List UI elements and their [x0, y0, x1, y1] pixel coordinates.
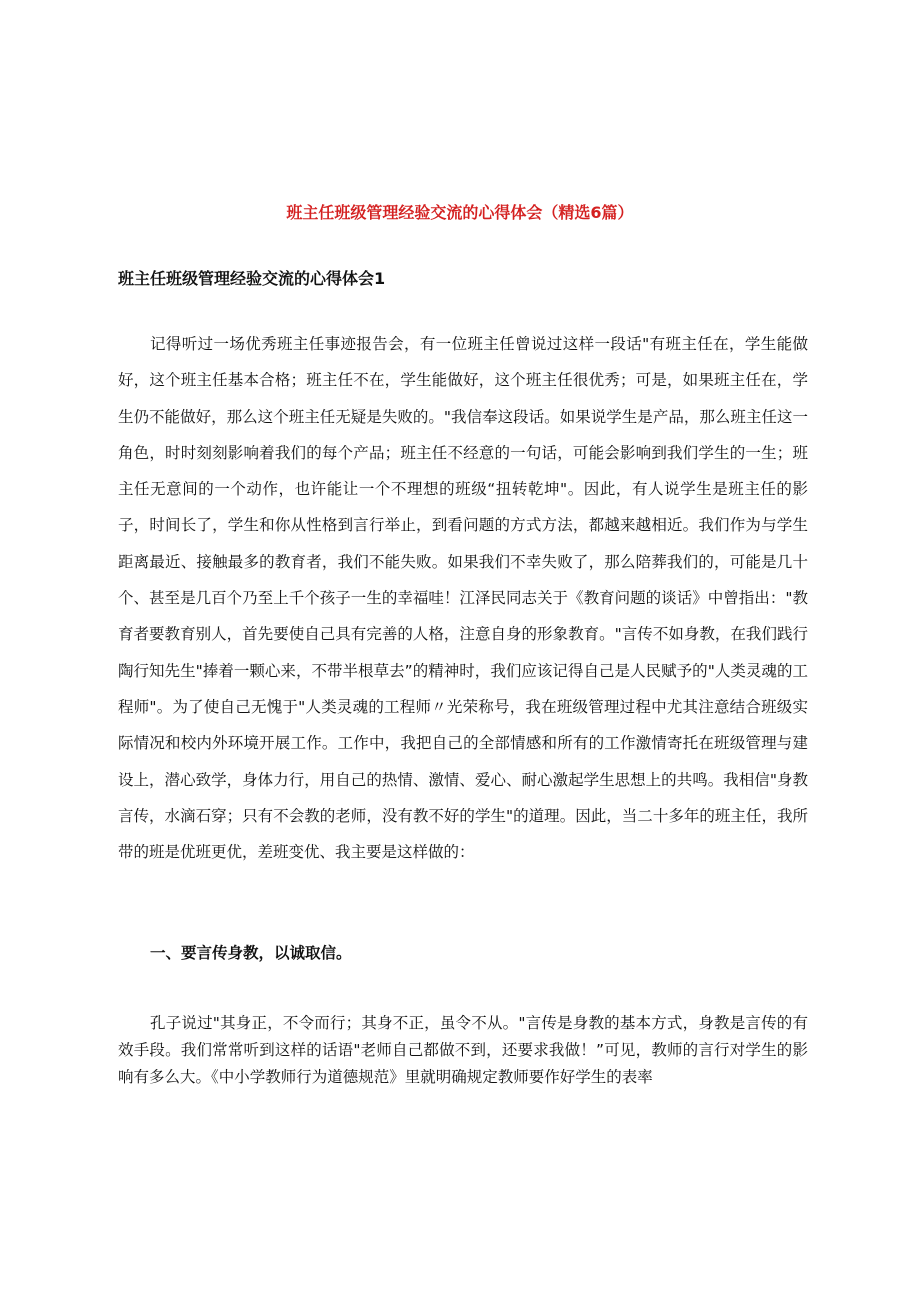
body-paragraph-2: 孔子说过"其身正，不令而行；其身不正，虽令不从。"言传是身教的基本方式，身教是言传的有效手段。我们常常听到这样的话语"老师自己都做不到，还要求我做！”可见，教师的言行对学生的影响有多么大。《中小学教师行为道德规范》里就明确规定教师要作好学生的表率 [118, 1014, 808, 1086]
subheading-1: 一、要言传身教，以诚取信。 [150, 944, 352, 962]
section-heading: 班主任班级管理经验交流的心得体会1 [118, 269, 386, 288]
body-paragraph-1: 记得听过一场优秀班主任事迹报告会，有一位班主任曾说过这样一段话"有班主任在，学生能做好，这个班主任基本合格；班主任不在，学生能做好，这个班主任很优秀；可是，如果班主任在，学生仍不能做好，那么这个班主任无疑是失败的。"我信奉这段话。如果说学生是产品，那么班主任这一角色，时时刻刻影响着我们的每个产品；班主任不经意的一句话，可能会影响到我们学生的一生；班主任无意间的一个动作，也许能让一个不理想的班级“扭转乾坤"。因此，有人说学生是班主任的影子，时间长了，学生和你从性格到言行举止，到看问题的方式方法，都越来越相近。我们作为与学生距离最近、接触最多的教育者，我们不能失败。如果我们不幸失败了，那么陪葬我们的，可能是几十个、甚至是几百个乃至上千个孩子一生的幸福哇！江泽民同志关于《教育问题的谈话》中曾指出："教育者要教育别人，首先要使自己具有完善的人格，注意自身的形象教育。"言传不如身教，在我们践行陶行知先生"捧着一颗心来，不带半根草去”的精神时，我们应该记得自己是人民赋予的"人类灵魂的工程师"。为了使自己无愧于"人类灵魂的工程师〃光荣称号，我在班级管理过程中尤其注意结合班级实际情况和校内外环境开展工作。工作中，我把自己的全部情感和所有的工作激情寄托在班级管理与建设上，潜心致学，身体力行，用自己的热情、激情、爱心、耐心激起学生思想上的共鸣。我相信"身教言传，水滴石穿；只有不会教的老师，没有教不好的学生"的道理。因此，当二十多年的班主任，我所带的班是优班更优，差班变优、我主要是这样做的： [118, 335, 808, 862]
document-title: 班主任班级管理经验交流的心得体会（精选6篇） [286, 203, 634, 222]
